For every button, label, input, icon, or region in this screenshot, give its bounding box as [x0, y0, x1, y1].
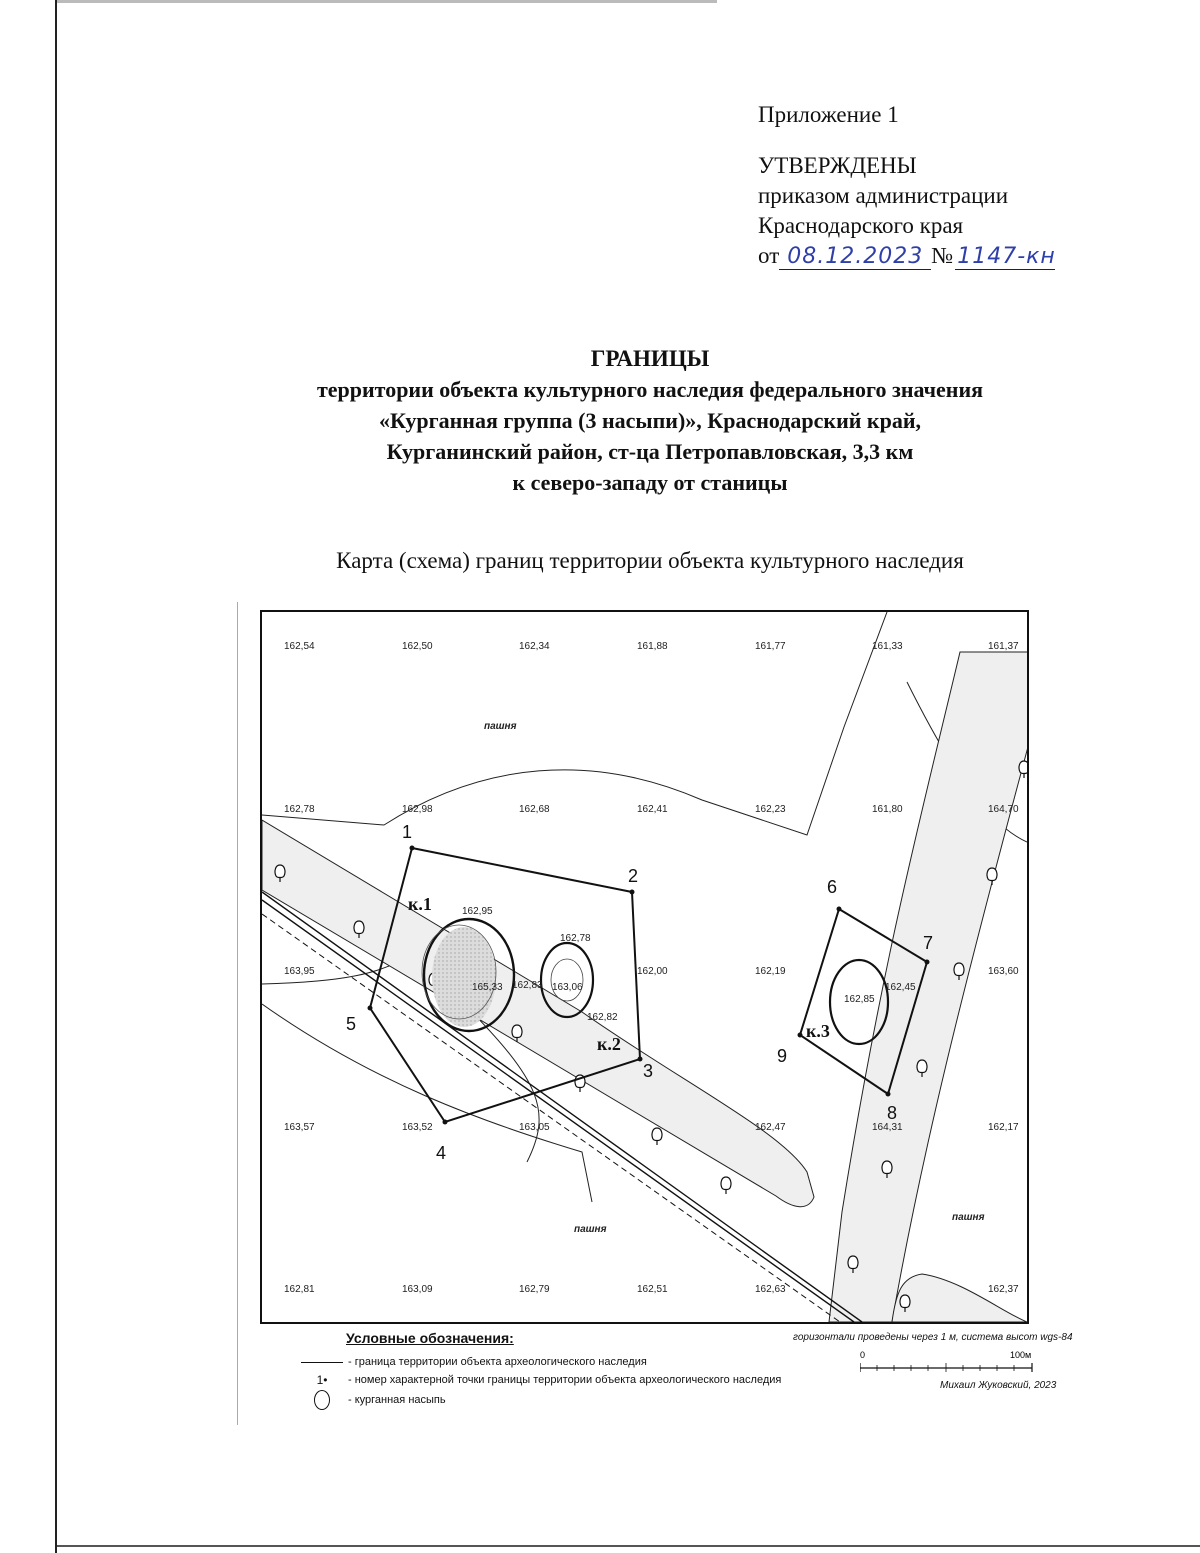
scan-edge-left — [55, 0, 57, 1553]
elevation-mark: 162,23 — [755, 804, 786, 815]
elevation-mark: 162,19 — [755, 966, 786, 977]
elevation-mark: 162,17 — [988, 1122, 1019, 1133]
field-label: пашня — [484, 721, 517, 732]
elevation-mark: 163,57 — [284, 1122, 315, 1133]
elevation-mark: 162,41 — [637, 804, 668, 815]
elevation-mark: 162,79 — [519, 1284, 550, 1295]
boundary-point-number: 4 — [436, 1143, 447, 1163]
elevation-mark: 163,95 — [284, 966, 315, 977]
elevation-mark: 162,50 — [402, 641, 433, 652]
elevation-mark: 162,78 — [560, 933, 591, 944]
elevation-mark: 163,60 — [988, 966, 1019, 977]
appendix-label: Приложение 1 — [758, 102, 899, 127]
elevation-mark: 162,34 — [519, 641, 550, 652]
elevation-mark: 162,54 — [284, 641, 315, 652]
elevation-mark: 161,88 — [637, 641, 668, 652]
elevation-mark: 162,81 — [284, 1284, 315, 1295]
legend-item-text: - номер характерной точки границы территории объекта археологического наследия — [348, 1374, 782, 1386]
elevation-mark: 162,98 — [402, 804, 433, 815]
road-edge-1 — [262, 892, 862, 1322]
date-prefix: от — [758, 243, 780, 268]
document-title — [200, 343, 1100, 498]
title-line-5: к северо-западу от станицы — [512, 470, 788, 495]
tree-icon — [652, 1128, 662, 1145]
elevation-mark: 164,31 — [872, 1122, 903, 1133]
approved-label: УТВЕРЖДЕНЫ — [758, 153, 917, 178]
elevation-mark: 162,37 — [988, 1284, 1019, 1295]
boundary-point-number: 8 — [887, 1103, 898, 1123]
elevation-mark: 162,78 — [284, 804, 315, 815]
legend-item-boundary — [300, 1352, 647, 1372]
field-label: пашня — [952, 1212, 985, 1223]
field-boundary-north — [262, 612, 887, 835]
forest-belt-west — [262, 820, 814, 1207]
scan-artifact-line — [237, 602, 238, 1425]
date-value: 08.12.2023 — [787, 244, 924, 269]
elevation-mark: 163,52 — [402, 1122, 433, 1133]
boundary-point-number: 3 — [643, 1061, 654, 1081]
elevation-mark: 162,85 — [844, 994, 875, 1005]
elevation-mark: 163,06 — [552, 982, 583, 993]
approval-block — [758, 100, 1055, 271]
elevation-mark: 164,70 — [988, 804, 1019, 815]
date-field — [779, 244, 931, 270]
elevation-mark: 163,09 — [402, 1284, 433, 1295]
scan-edge-bottom — [57, 1545, 1200, 1547]
elevation-mark: 162,45 — [885, 982, 916, 993]
road-edge-2 — [262, 900, 854, 1322]
mound-label-k3: к.3 — [806, 1021, 830, 1041]
legend-item-mound — [300, 1390, 446, 1410]
elevation-mark: 161,80 — [872, 804, 903, 815]
scan-edge-top — [57, 0, 717, 3]
forest-belt-east — [829, 652, 1027, 1322]
elevation-mark: 162,82 — [587, 1012, 618, 1023]
mound-circle-symbol — [300, 1390, 344, 1410]
point-marker-symbol: 1• — [316, 1373, 328, 1387]
tree-icon — [721, 1177, 731, 1194]
elevation-mark: 162,95 — [462, 906, 493, 917]
boundary-point-number: 1 — [402, 822, 413, 842]
order-line-1: приказом администрации — [758, 183, 1009, 208]
boundary-point-number: 7 — [923, 933, 934, 953]
boundary-point-number: 9 — [777, 1046, 788, 1066]
title-line-3: «Курганная группа (3 насыпи)», Краснодарский край, — [378, 408, 922, 433]
elevation-mark: 162,51 — [637, 1284, 668, 1295]
contour-note: горизонтали проведены через 1 м, система высот wgs-84 — [793, 1332, 1073, 1343]
scale-bar — [860, 1348, 1035, 1376]
title-line-2: территории объекта культурного наследия федерального значения — [316, 377, 984, 402]
legend-title: Условные обозначения: — [346, 1330, 514, 1346]
legend-item-text: - граница территории объекта археологического наследия — [348, 1356, 647, 1368]
elevation-mark: 165,33 — [472, 982, 503, 993]
title-line-1: ГРАНИЦЫ — [590, 346, 710, 371]
mound-label-k2: к.2 — [597, 1034, 621, 1054]
elevation-mark: 161,77 — [755, 641, 786, 652]
map-scheme — [260, 610, 1029, 1324]
elevation-mark: 162,68 — [519, 804, 550, 815]
boundary-point-number: 5 — [346, 1014, 357, 1034]
elevation-mark: 163,05 — [519, 1122, 550, 1133]
elevation-mark: 161,37 — [988, 641, 1019, 652]
elevation-mark: 162,00 — [637, 966, 668, 977]
elevation-mark: 162,63 — [755, 1284, 786, 1295]
elevation-mark: 162,83 — [512, 980, 543, 991]
number-field — [955, 244, 1055, 270]
scale-end-label: 100м — [1010, 1350, 1032, 1360]
mound-k1-shading — [432, 927, 496, 1027]
legend-item-point — [300, 1370, 781, 1390]
order-line-2: Краснодарского края — [758, 213, 964, 238]
field-label: пашня — [574, 1224, 607, 1235]
boundary-point-number: 6 — [827, 877, 838, 897]
order-date-number — [758, 241, 1055, 271]
title-line-4: Курганинский район, ст-ца Петропавловская, 3,3 км — [386, 439, 914, 464]
map-svg — [262, 612, 1027, 1322]
map-caption: Карта (схема) границ территории объекта культурного наследия — [336, 548, 964, 573]
legend-item-text: - курганная насыпь — [348, 1394, 446, 1406]
scale-start-label: 0 — [860, 1350, 866, 1360]
boundary-line-symbol — [300, 1352, 344, 1372]
map-legend — [300, 1328, 1073, 1423]
elevation-mark: 162,47 — [755, 1122, 786, 1133]
elevation-mark: 161,33 — [872, 641, 903, 652]
forest-belt-corner — [892, 1274, 1027, 1322]
boundary-point-number: 2 — [628, 866, 639, 886]
number-value: 1147-кн — [957, 244, 1056, 269]
map-author: Михаил Жуковский, 2023 — [940, 1380, 1057, 1391]
mound-k2-contour — [551, 959, 583, 1001]
mound-label-k1: к.1 — [408, 894, 432, 914]
number-prefix: № — [931, 243, 954, 268]
